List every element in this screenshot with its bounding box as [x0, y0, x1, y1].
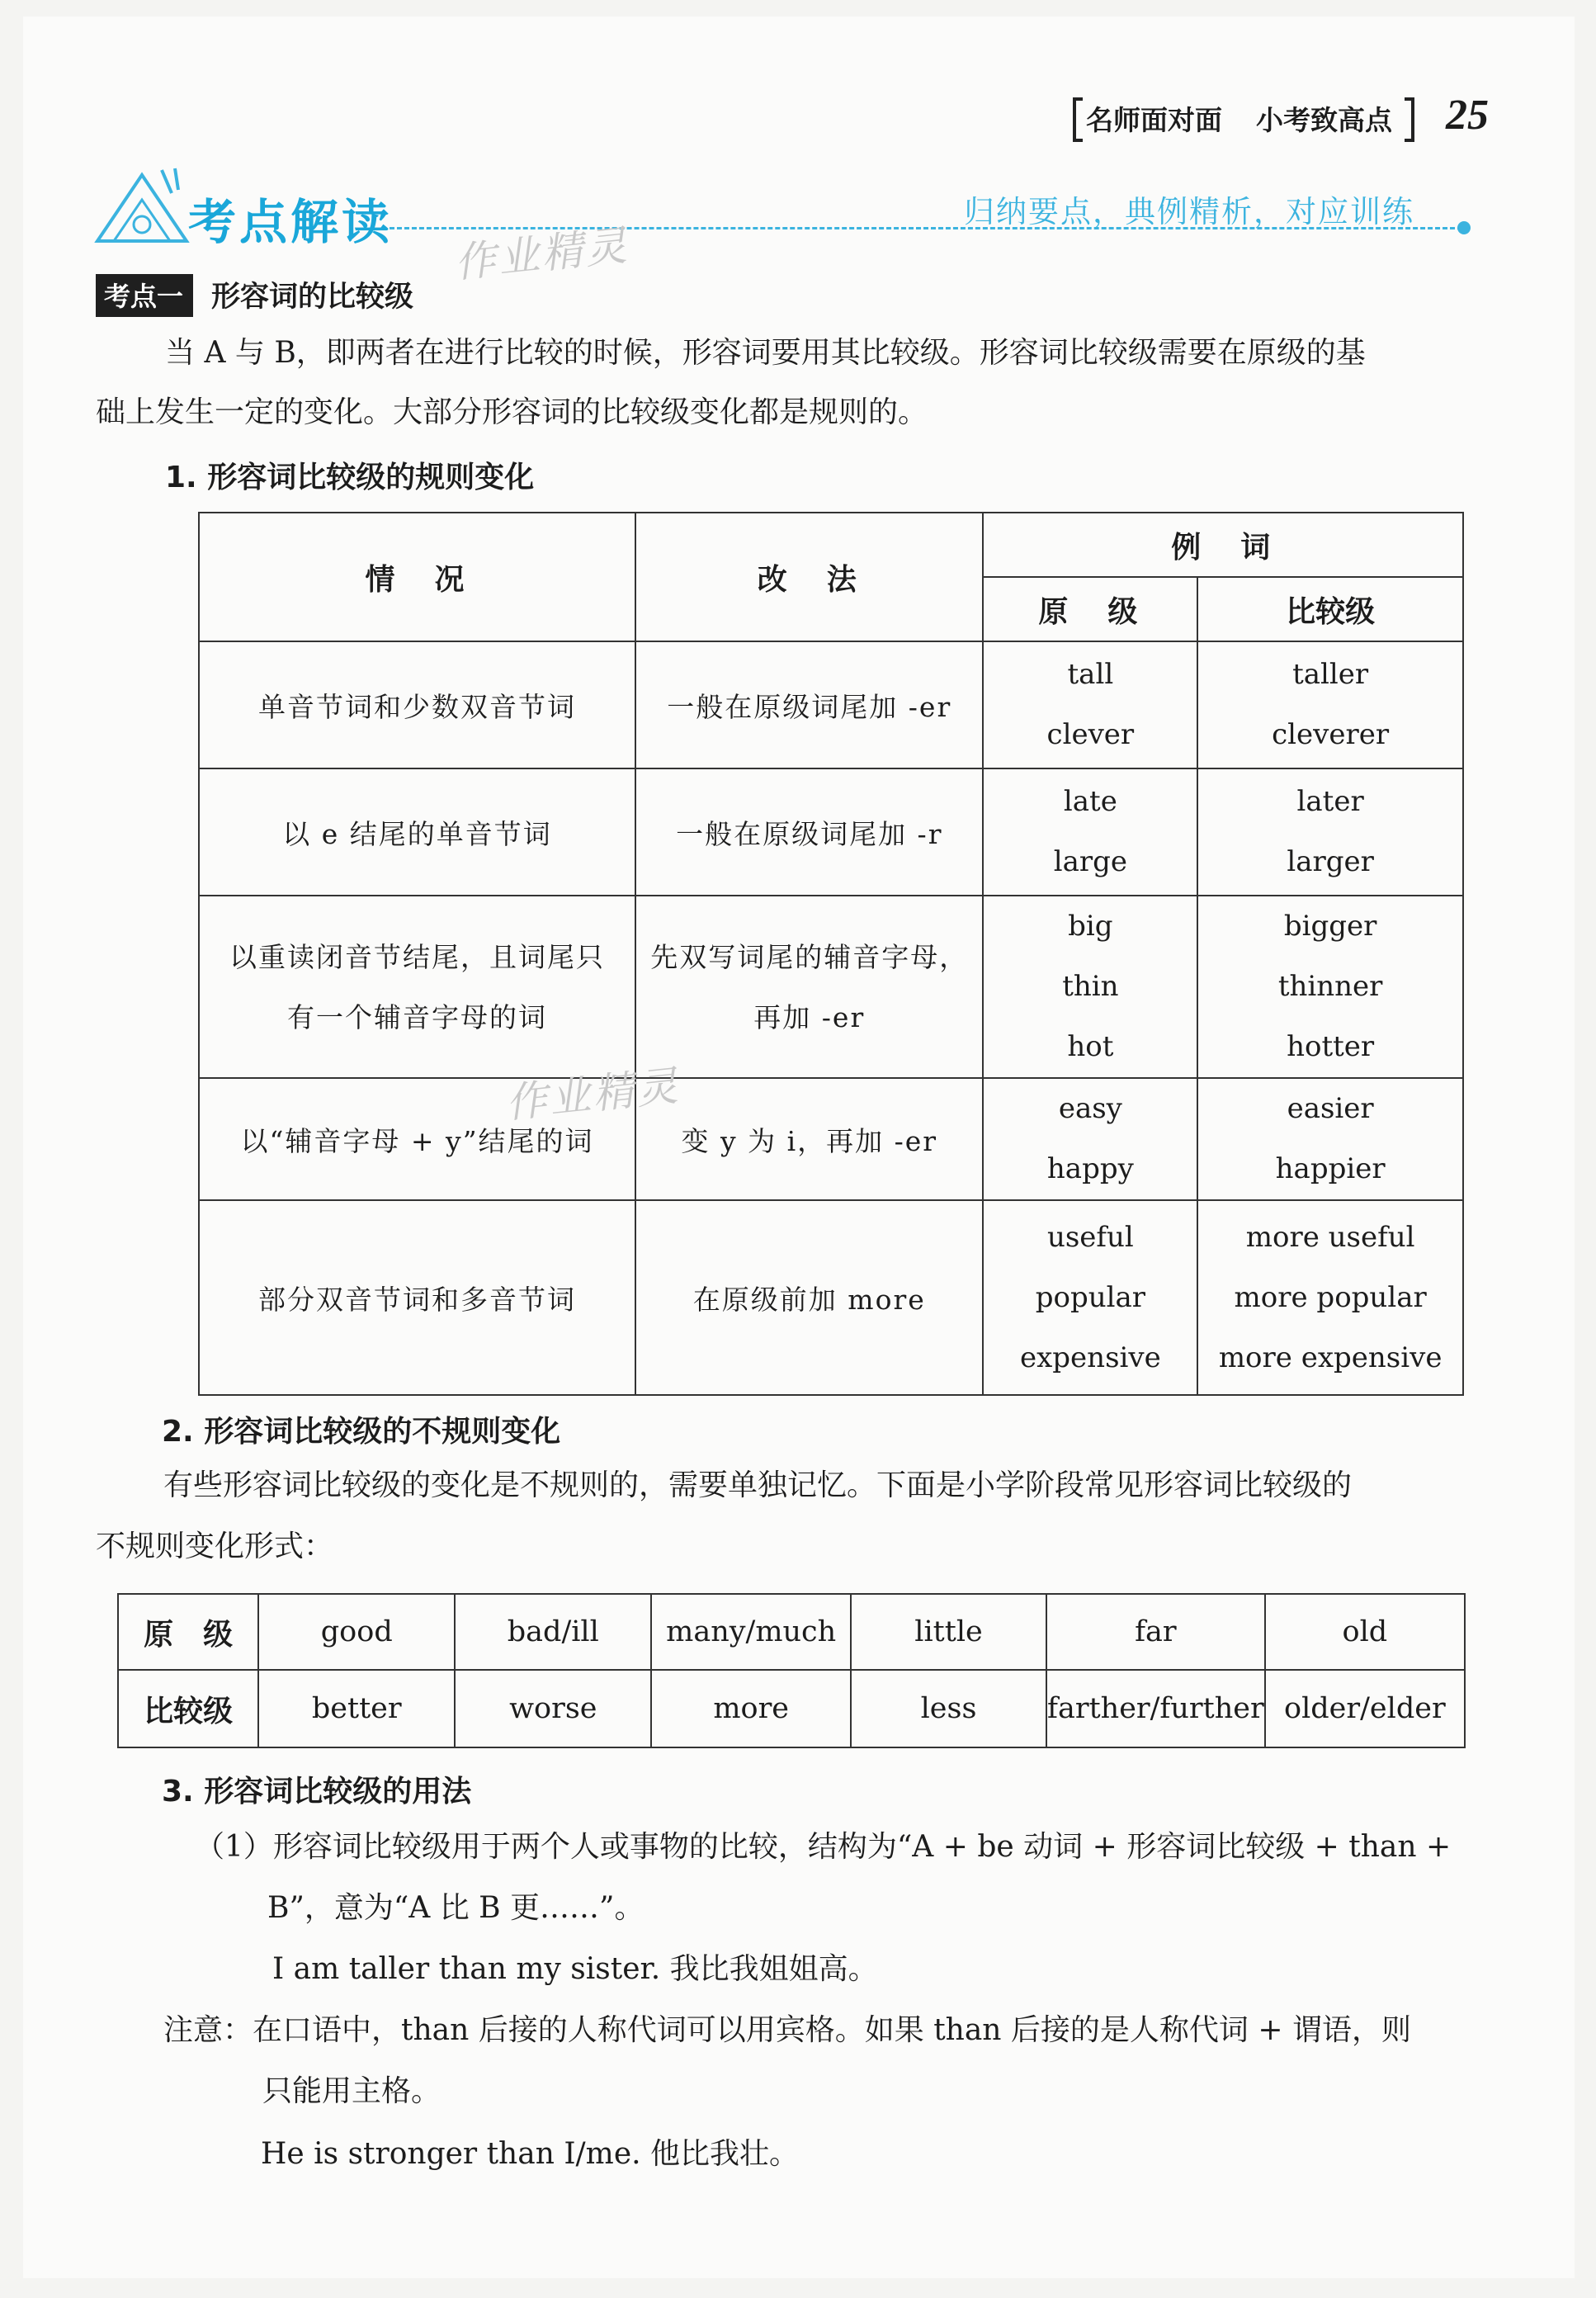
intro-line-2: 础上发生一定的变化。大部分形容词的比较级变化都是规则的。 — [96, 395, 928, 429]
part2-text-2: 不规则变化形式： — [96, 1530, 334, 1563]
regular-comparison-table — [198, 512, 1464, 1396]
table-row — [199, 896, 1463, 1078]
section-subtitle: 归纳要点，典例精析，对应训练 — [964, 194, 1414, 229]
watermark: 作业精灵 — [503, 1062, 682, 1128]
divider-dot — [1457, 221, 1471, 234]
base-cell: bad/ill — [455, 1594, 651, 1670]
situation-cell: 部分双音节词和多音节词 — [199, 1200, 635, 1395]
table-row — [118, 1594, 1465, 1670]
comp-cell: easier happier — [1197, 1078, 1463, 1200]
situation-cell: 以重读闭音节结尾，且词尾只 有一个辅音字母的词 — [199, 896, 635, 1078]
base-cell: tall clever — [983, 641, 1197, 768]
base-cell: old — [1265, 1594, 1465, 1670]
base-cell: many/much — [651, 1594, 851, 1670]
situation-cell: 单音节词和少数双音节词 — [199, 641, 635, 768]
base-cell: little — [851, 1594, 1046, 1670]
base-cell: late large — [983, 768, 1197, 896]
base-cell: far — [1046, 1594, 1265, 1670]
comp-cell: worse — [455, 1670, 651, 1747]
comp-cell: more useful more popular more expensive — [1197, 1200, 1463, 1395]
method-cell: 一般在原级词尾加 -er — [635, 641, 983, 768]
example-1: I am taller than my sister. 我比我姐姐高。 — [272, 1952, 878, 1986]
base-cell: easy happy — [983, 1078, 1197, 1200]
base-cell: big thin hot — [983, 896, 1197, 1078]
method-cell: 一般在原级词尾加 -r — [635, 768, 983, 896]
header-comparative: 比较级 — [1197, 577, 1463, 641]
comp-cell: taller cleverer — [1197, 641, 1463, 768]
method-cell: 变 y 为 i，再加 -er — [635, 1078, 983, 1200]
intro-line-1: 当 A 与 B，即两者在进行比较的时候，形容词要用其比较级。形容词比较级需要在原级的基 — [165, 336, 1366, 370]
part3-item1-line2: B”，意为“A 比 B 更……”。 — [267, 1891, 645, 1925]
comp-cell: better — [258, 1670, 455, 1747]
header-left-bracket — [1073, 97, 1083, 142]
running-header — [1073, 92, 1502, 145]
base-cell: good — [258, 1594, 455, 1670]
part1-heading: 1. 形容词比较级的规则变化 — [165, 461, 535, 494]
section-title: 考点解读 — [188, 194, 394, 250]
part3-item1-line1: （1）形容词比较级用于两个人或事物的比较，结构为“A + be 动词 + 形容词比较级 + than + — [195, 1830, 1452, 1864]
header-right-bracket — [1405, 97, 1414, 142]
kaodian-label: 考点一 — [96, 274, 193, 317]
comp-cell: less — [851, 1670, 1046, 1747]
base-cell: useful popular expensive — [983, 1200, 1197, 1395]
watermark: 作业精灵 — [451, 221, 631, 287]
comp-cell: farther/further — [1046, 1670, 1265, 1747]
header-method: 改 法 — [635, 513, 983, 641]
note-line-2: 只能用主格。 — [262, 2074, 441, 2108]
situation-cell: 以 e 结尾的单音节词 — [199, 768, 635, 896]
part2-text-1: 有些形容词比较级的变化是不规则的，需要单独记忆。下面是小学阶段常见形容词比较级的 — [163, 1468, 1353, 1502]
row-label-comparative: 比较级 — [118, 1670, 258, 1747]
header-situation: 情 况 — [199, 513, 635, 641]
header-brand: 名师面对面 — [1086, 104, 1222, 136]
table-row — [199, 768, 1463, 896]
note-line-1: 注意：在口语中，than 后接的人称代词可以用宾格。如果 than 后接的是人称代词 + 谓语，则 — [163, 2013, 1411, 2047]
row-label-base: 原 级 — [118, 1594, 258, 1670]
table-row — [199, 1200, 1463, 1395]
comp-cell: more — [651, 1670, 851, 1747]
part3-heading: 3. 形容词比较级的用法 — [162, 1775, 472, 1809]
comp-cell: later larger — [1197, 768, 1463, 896]
example-2: He is stronger than I/me. 他比我壮。 — [261, 2137, 800, 2171]
table-row — [118, 1670, 1465, 1747]
ruler-icon — [92, 165, 191, 246]
page-number: 25 — [1446, 92, 1489, 139]
table-row — [199, 1078, 1463, 1200]
header-tagline: 小考致高点 — [1256, 104, 1392, 136]
method-cell: 先双写词尾的辅音字母， 再加 -er — [635, 896, 983, 1078]
kaodian-title: 形容词的比较级 — [211, 281, 414, 314]
situation-cell: 以“辅音字母 + y”结尾的词 — [199, 1078, 635, 1200]
header-base: 原 级 — [983, 577, 1197, 641]
header-examples: 例 词 — [983, 513, 1463, 577]
method-cell: 在原级前加 more — [635, 1200, 983, 1395]
irregular-comparison-table — [117, 1593, 1466, 1748]
part2-heading: 2. 形容词比较级的不规则变化 — [162, 1415, 561, 1449]
comp-cell: bigger thinner hotter — [1197, 896, 1463, 1078]
comp-cell: older/elder — [1265, 1670, 1465, 1747]
table-row — [199, 641, 1463, 768]
